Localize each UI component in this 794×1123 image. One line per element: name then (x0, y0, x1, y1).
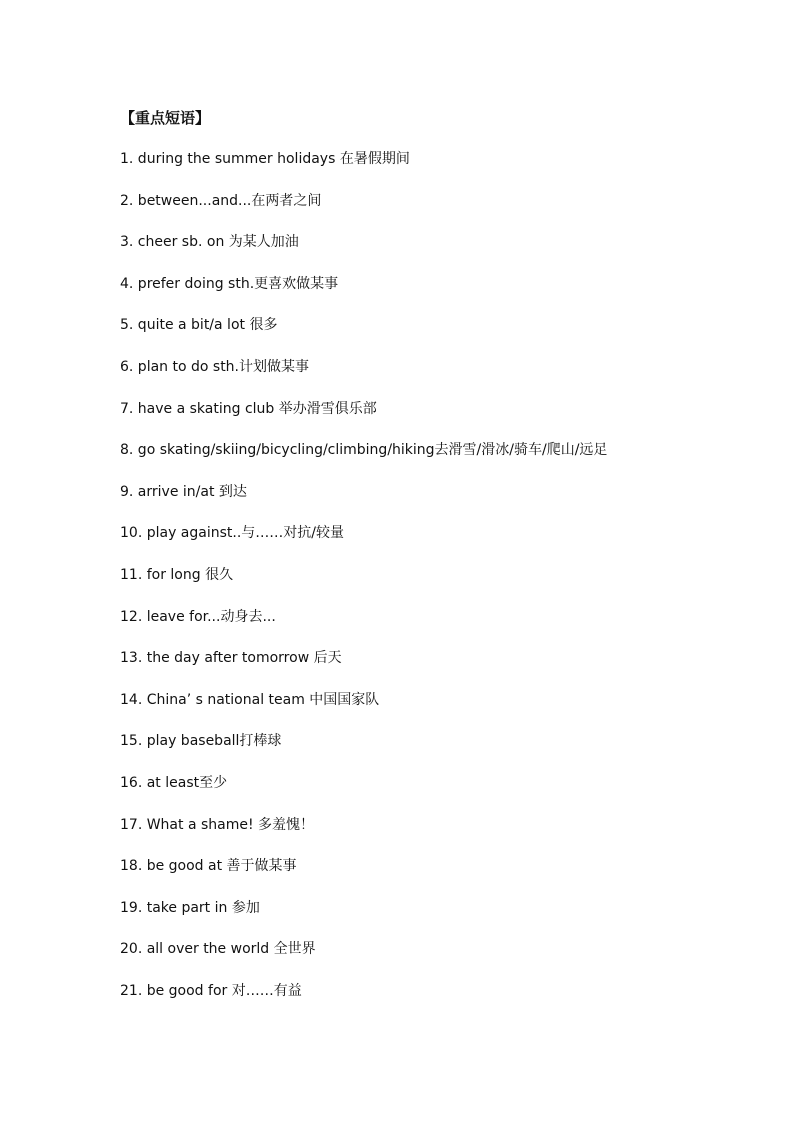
phrase-item-11: 11. for long 很久 (120, 566, 234, 583)
phrase-item-2: 2. between...and...在两者之间 (120, 192, 322, 209)
phrase-item-21: 21. be good for 对……有益 (120, 982, 302, 999)
phrase-item-5: 5. quite a bit/a lot 很多 (120, 317, 278, 334)
phrase-item-13: 13. the day after tomorrow 后天 (120, 650, 342, 667)
phrase-item-20: 20. all over the world 全世界 (120, 941, 316, 958)
phrase-list (120, 149, 607, 1022)
phrase-item-6: 6. plan to do sth.计划做某事 (120, 358, 309, 375)
phrase-item-19: 19. take part in 参加 (120, 899, 260, 916)
phrase-item-7: 7. have a skating club 举办滑雪俱乐部 (120, 400, 377, 417)
phrase-item-18: 18. be good at 善于做某事 (120, 858, 297, 875)
phrase-item-12: 12. leave for...动身去... (120, 608, 276, 625)
section-heading: 【重点短语】 (120, 109, 211, 127)
phrase-item-10: 10. play against..与……对抗/较量 (120, 525, 345, 542)
phrase-item-15: 15. play baseball打棒球 (120, 733, 282, 750)
phrase-item-8: 8. go skating/skiing/bicycling/climbing/hiking去滑雪/滑冰/骑车/爬山/远足 (120, 442, 608, 459)
phrase-item-16: 16. at least至少 (120, 774, 228, 791)
phrase-item-4: 4. prefer doing sth.更喜欢做某事 (120, 275, 339, 292)
phrase-item-14: 14. China’ s national team 中国国家队 (120, 691, 380, 708)
phrase-item-9: 9. arrive in/at 到达 (120, 483, 247, 500)
phrase-item-17: 17. What a shame! 多羞愧！ (120, 816, 315, 833)
phrase-item-3: 3. cheer sb. on 为某人加油 (120, 234, 299, 251)
phrase-item-1: 1. during the summer holidays 在暑假期间 (120, 151, 410, 167)
